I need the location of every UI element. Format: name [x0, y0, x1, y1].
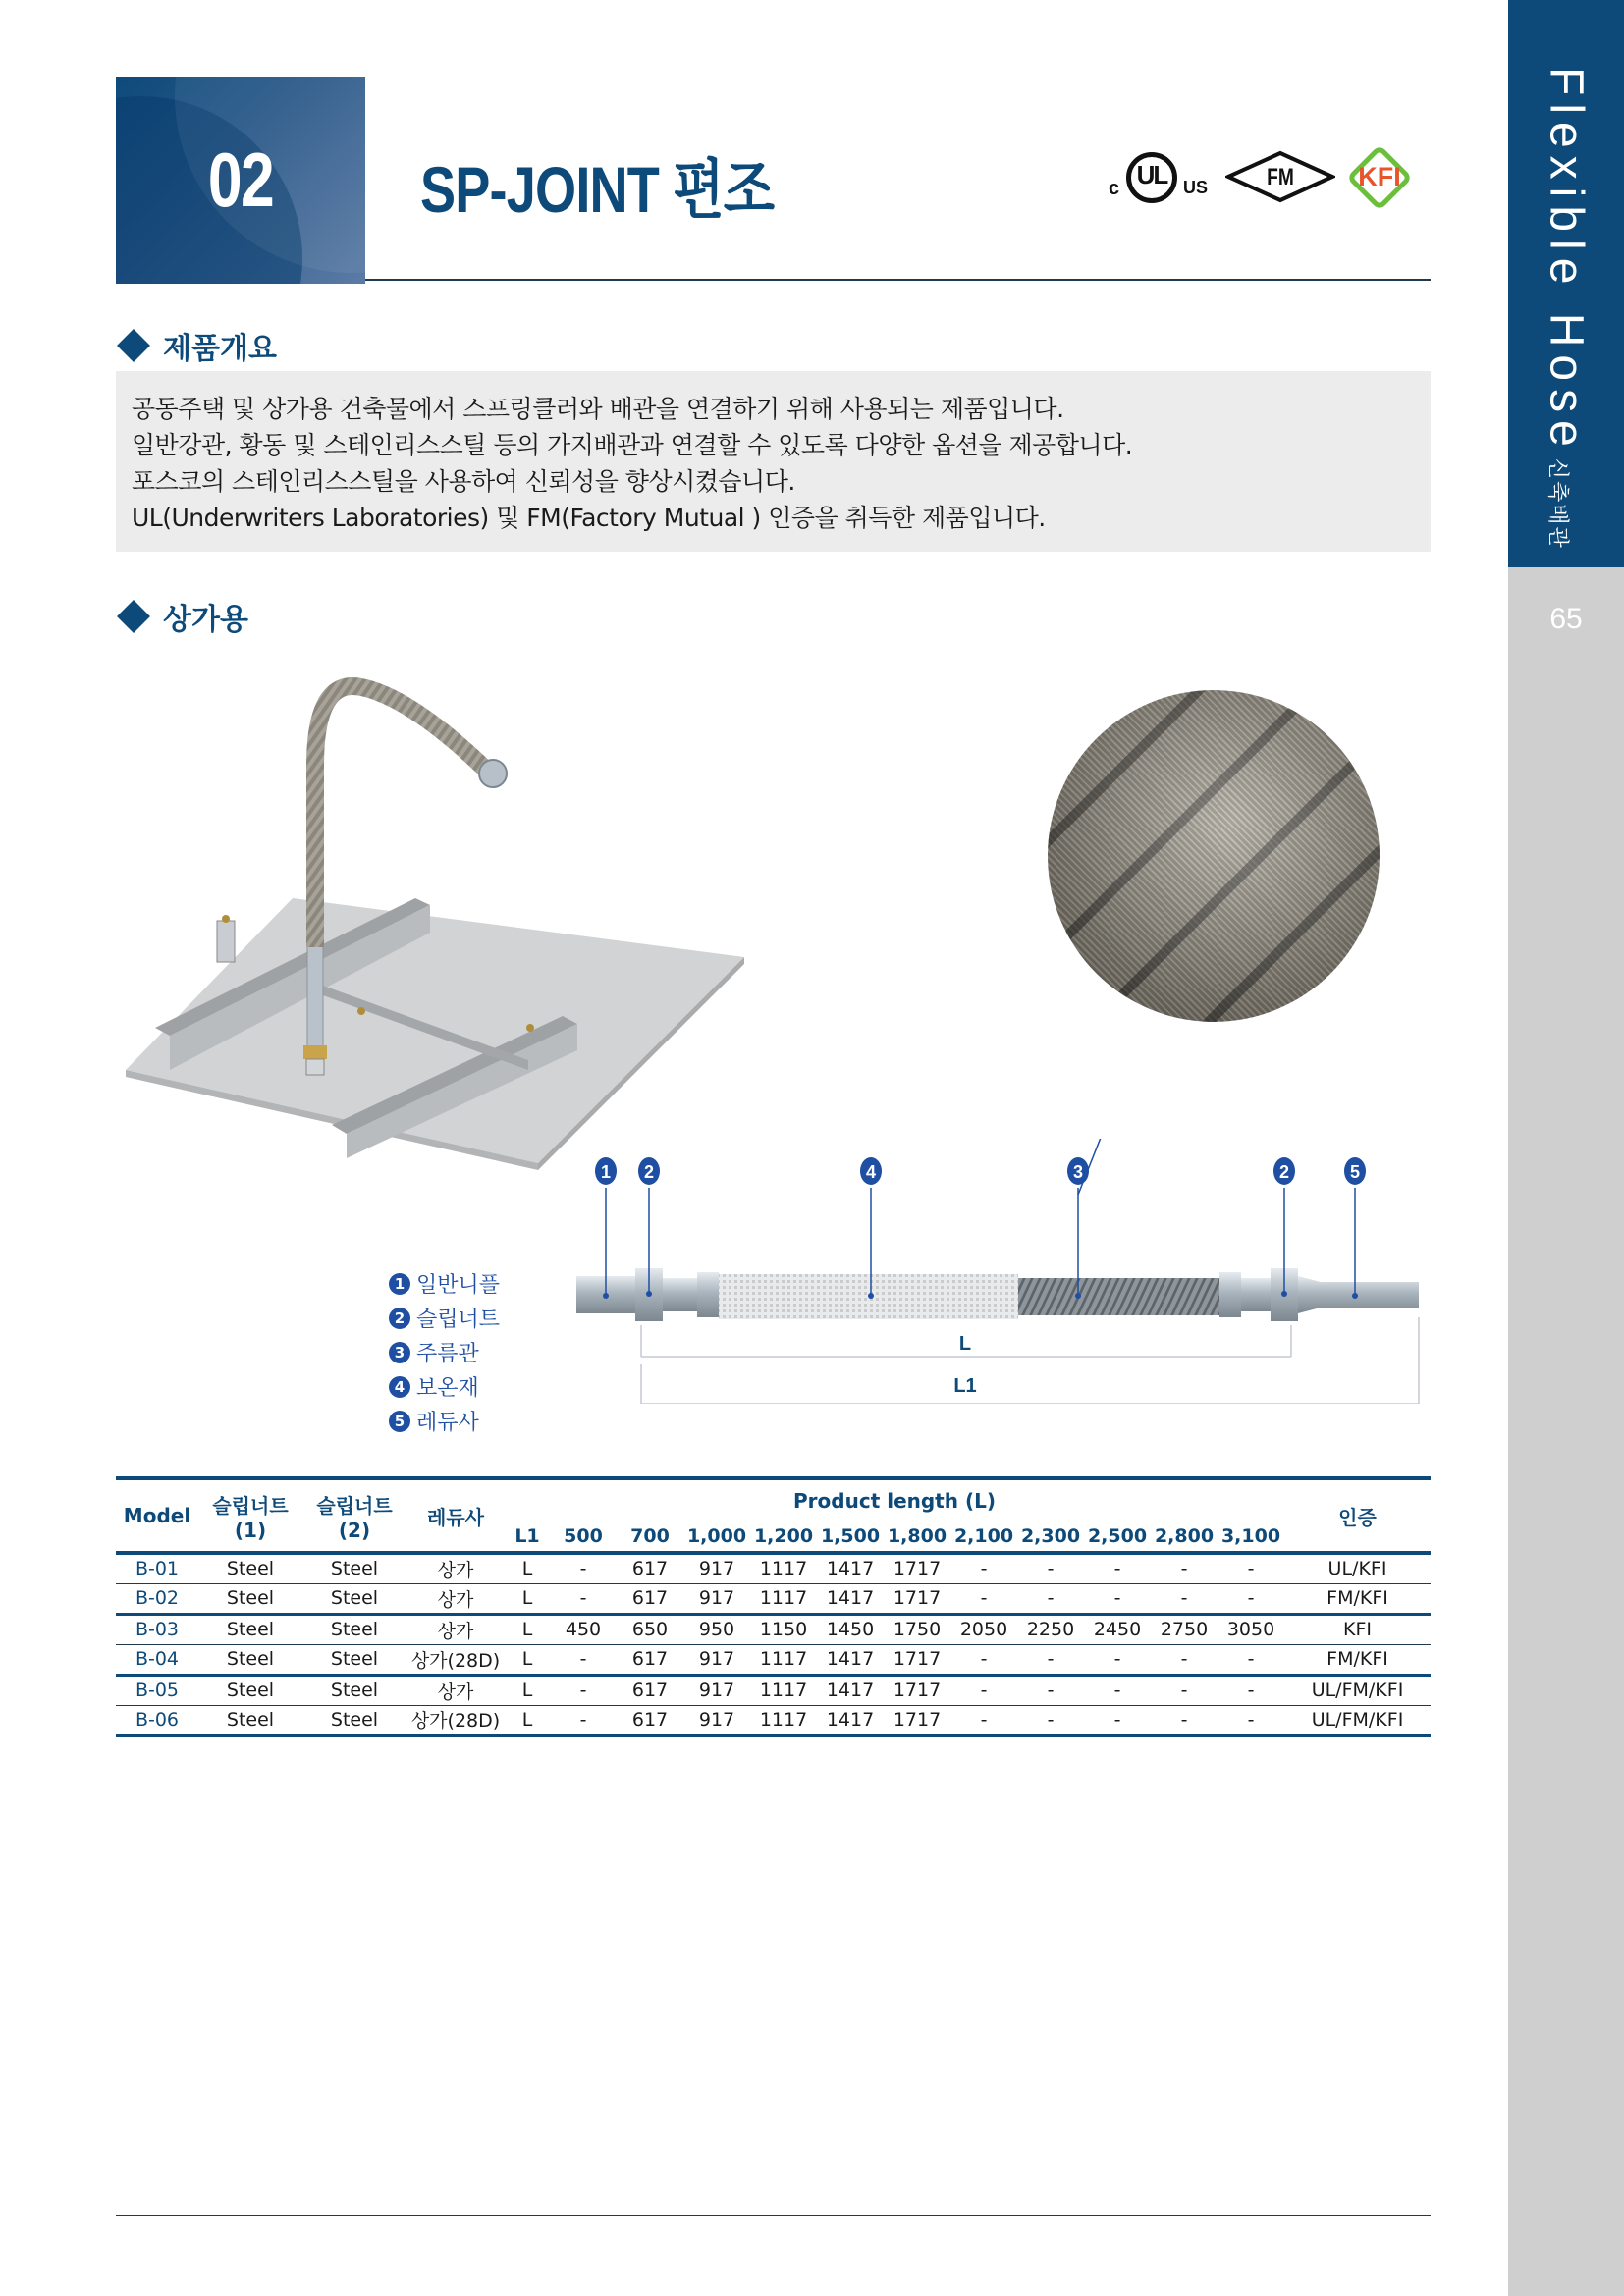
cell-length: -	[1218, 1583, 1284, 1614]
dimension-L1-label: L1	[953, 1375, 977, 1397]
cell-length: -	[1151, 1583, 1218, 1614]
legend-label: 레듀사	[416, 1411, 479, 1435]
callout-number: 5	[1349, 1162, 1361, 1182]
number-badge: 5	[389, 1411, 410, 1432]
certification-logos	[1105, 142, 1419, 211]
cell-model: B-05	[116, 1675, 198, 1705]
sidebar-gray-band	[1508, 567, 1624, 2296]
footer-divider	[116, 2215, 1431, 2216]
ul-mark: UL	[1136, 160, 1167, 189]
cell-length: -	[1151, 1675, 1218, 1705]
cell-length: 1417	[817, 1553, 884, 1583]
cell-length: 1117	[750, 1705, 817, 1735]
cell-length: -	[950, 1705, 1017, 1735]
cell-slip-nut-2: Steel	[302, 1705, 406, 1735]
cell-length: -	[1218, 1644, 1284, 1675]
cell-length: -	[1084, 1705, 1151, 1735]
cell-length: 2750	[1151, 1614, 1218, 1644]
cell-certification: UL/FM/KFI	[1284, 1675, 1431, 1705]
cell-length: L	[505, 1553, 550, 1583]
overview-line: 포스코의 스테인리스스틸을 사용하여 신뢰성을 향상시켰습니다.	[132, 467, 795, 496]
ul-prefix: c	[1109, 178, 1120, 199]
header-model: Model	[116, 1478, 198, 1553]
header-length-col: L1	[505, 1522, 550, 1553]
overview-box	[116, 371, 1431, 552]
cell-length: -	[1017, 1644, 1084, 1675]
connector-left	[663, 1278, 697, 1311]
cell-model: B-03	[116, 1614, 198, 1644]
connector-right	[1241, 1278, 1271, 1311]
cell-length: -	[1218, 1705, 1284, 1735]
cell-length: -	[1084, 1583, 1151, 1614]
callout-number: 1	[600, 1162, 612, 1182]
page-number: 65	[1549, 603, 1583, 635]
cell-length: 1417	[817, 1644, 884, 1675]
cell-reducer: 상가	[406, 1675, 505, 1705]
cell-length: 617	[617, 1583, 683, 1614]
cell-length: 1717	[884, 1705, 950, 1735]
cell-reducer: 상가	[406, 1614, 505, 1644]
cell-certification: UL/FM/KFI	[1284, 1705, 1431, 1735]
cell-length: -	[1017, 1553, 1084, 1583]
overview-line: 공동주택 및 상가용 건축물에서 스프링클러와 배관을 연결하기 위해 사용되는 제품입니다.	[132, 395, 1064, 423]
cell-model: B-01	[116, 1553, 198, 1583]
cell-length: 917	[683, 1675, 750, 1705]
cell-slip-nut-1: Steel	[198, 1553, 302, 1583]
cell-length: 650	[617, 1614, 683, 1644]
cell-length: L	[505, 1614, 550, 1644]
header-length-col: 2,300	[1017, 1522, 1084, 1553]
cell-length: 617	[617, 1644, 683, 1675]
sidebar-category-ko: 신축배관	[1545, 457, 1571, 550]
cell-length: 950	[683, 1614, 750, 1644]
table-row	[116, 1614, 1431, 1644]
header-length-col: 500	[550, 1522, 617, 1553]
header-length-col: 1,500	[817, 1522, 884, 1553]
number-badge: 4	[389, 1376, 410, 1398]
cell-length: -	[950, 1553, 1017, 1583]
overview-line: UL(Underwriters Laboratories) 및 FM(Factory Mutual ) 인증을 취득한 제품입니다.	[132, 504, 1046, 532]
cell-length: 1417	[817, 1675, 884, 1705]
cell-length: 1117	[750, 1644, 817, 1675]
cell-length: 450	[550, 1614, 617, 1644]
cell-length: L	[505, 1705, 550, 1735]
cell-length: 917	[683, 1644, 750, 1675]
ul-logo-icon	[1105, 142, 1213, 211]
reducer-part	[1298, 1276, 1419, 1313]
legend-label: 주름관	[416, 1342, 479, 1366]
callout-number: 3	[1072, 1162, 1084, 1182]
sidebar-category	[1540, 67, 1594, 550]
cell-slip-nut-2: Steel	[302, 1583, 406, 1614]
cell-length: -	[950, 1583, 1017, 1614]
cell-length: L	[505, 1583, 550, 1614]
legend-item	[389, 1266, 500, 1301]
hose-end-fitting	[479, 760, 507, 787]
installation-illustration	[116, 648, 764, 1178]
cell-length: 1750	[884, 1614, 950, 1644]
cell-length: -	[950, 1644, 1017, 1675]
callout-number: 2	[1278, 1162, 1290, 1182]
cell-slip-nut-1: Steel	[198, 1675, 302, 1705]
cell-reducer: 상가(28D)	[406, 1644, 505, 1675]
spec-table	[116, 1476, 1431, 1737]
table-row	[116, 1583, 1431, 1614]
sprinkler-drop	[303, 942, 327, 1075]
commercial-heading-label: 상가용	[163, 603, 248, 637]
kfi-mark: KFI	[1358, 162, 1401, 191]
cell-reducer: 상가	[406, 1583, 505, 1614]
overview-heading	[116, 324, 277, 367]
header-length-col: 2,800	[1151, 1522, 1218, 1553]
header-length-col: 2,100	[950, 1522, 1017, 1553]
cell-model: B-04	[116, 1644, 198, 1675]
cell-slip-nut-2: Steel	[302, 1644, 406, 1675]
cell-length: L	[505, 1644, 550, 1675]
cell-length: 617	[617, 1705, 683, 1735]
cell-length: 917	[683, 1583, 750, 1614]
parts-legend	[389, 1266, 500, 1438]
fm-mark: FM	[1267, 164, 1294, 190]
cell-length: -	[1151, 1553, 1218, 1583]
header-slip-nut-2: 슬립너트 (2)	[302, 1478, 406, 1553]
callout-number: 2	[643, 1162, 655, 1182]
cell-reducer: 상가	[406, 1553, 505, 1583]
legend-label: 슬립너트	[416, 1308, 501, 1332]
header-length-col: 2,500	[1084, 1522, 1151, 1553]
cell-length: 1117	[750, 1553, 817, 1583]
cell-length: -	[1017, 1705, 1084, 1735]
cell-length: 1117	[750, 1675, 817, 1705]
cell-length: 2050	[950, 1614, 1017, 1644]
header-length-col: 700	[617, 1522, 683, 1553]
cell-slip-nut-1: Steel	[198, 1644, 302, 1675]
cell-length: L	[505, 1675, 550, 1705]
cell-certification: UL/KFI	[1284, 1553, 1431, 1583]
cell-certification: KFI	[1284, 1614, 1431, 1644]
cell-length: -	[950, 1675, 1017, 1705]
header-certification: 인증	[1284, 1478, 1431, 1553]
cell-length: -	[1084, 1553, 1151, 1583]
header-length-col: 1,200	[750, 1522, 817, 1553]
header-length-col: 1,000	[683, 1522, 750, 1553]
cell-slip-nut-2: Steel	[302, 1675, 406, 1705]
cell-length: 1417	[817, 1705, 884, 1735]
sidebar-category-en: Flexible Hose	[1540, 67, 1593, 454]
cell-length: -	[1017, 1675, 1084, 1705]
kfi-logo-icon	[1344, 142, 1415, 213]
cell-slip-nut-1: Steel	[198, 1583, 302, 1614]
header-product-length: Product length (L)	[505, 1478, 1284, 1522]
legend-label: 일반니플	[416, 1273, 501, 1298]
number-badge: 3	[389, 1342, 410, 1363]
callout-dot	[1075, 1293, 1081, 1299]
corrugated-tube	[1018, 1278, 1219, 1315]
cell-length: 617	[617, 1553, 683, 1583]
callout-number: 4	[865, 1162, 877, 1182]
cell-certification: FM/KFI	[1284, 1583, 1431, 1614]
callout-dot	[603, 1293, 609, 1299]
cell-length: 2450	[1084, 1614, 1151, 1644]
cell-length: -	[550, 1675, 617, 1705]
legend-item	[389, 1335, 500, 1369]
dimension-L-label: L	[958, 1333, 972, 1355]
cell-length: -	[550, 1644, 617, 1675]
hose-diagram	[569, 1139, 1453, 1404]
cell-length: 917	[683, 1553, 750, 1583]
table-row	[116, 1675, 1431, 1705]
cell-length: 1717	[884, 1644, 950, 1675]
cell-slip-nut-2: Steel	[302, 1614, 406, 1644]
cell-length: 1117	[750, 1583, 817, 1614]
cell-length: 1717	[884, 1553, 950, 1583]
callout-dot	[1281, 1291, 1287, 1297]
diamond-bullet-icon	[117, 329, 150, 362]
cell-length: -	[1218, 1675, 1284, 1705]
legend-item	[389, 1369, 500, 1404]
cell-model: B-02	[116, 1583, 198, 1614]
dimension-L1	[641, 1317, 1419, 1404]
header-divider	[365, 279, 1431, 281]
cell-length: 1717	[884, 1583, 950, 1614]
section-number-block	[116, 77, 365, 284]
cell-length: -	[1084, 1675, 1151, 1705]
cell-length: -	[1151, 1705, 1218, 1735]
cell-length: -	[1218, 1553, 1284, 1583]
braid-closeup-image	[1048, 690, 1380, 1022]
cell-certification: FM/KFI	[1284, 1644, 1431, 1675]
section-number: 02	[207, 136, 274, 223]
ferrule-right	[1219, 1272, 1241, 1317]
callout-dot	[868, 1293, 874, 1299]
header-reducer: 레듀사	[406, 1478, 505, 1553]
page-title: SP-JOINT 편조	[420, 153, 775, 226]
header-length-col: 3,100	[1218, 1522, 1284, 1553]
commercial-heading	[116, 595, 248, 638]
cell-slip-nut-1: Steel	[198, 1705, 302, 1735]
table-row	[116, 1553, 1431, 1583]
cell-length: 917	[683, 1705, 750, 1735]
ferrule-left	[697, 1272, 719, 1317]
legend-item	[389, 1301, 500, 1335]
cell-length: 1450	[817, 1614, 884, 1644]
cell-length: 1717	[884, 1675, 950, 1705]
cell-length: -	[550, 1553, 617, 1583]
cell-length: -	[1084, 1644, 1151, 1675]
cell-length: 1150	[750, 1614, 817, 1644]
legend-label: 보온재	[416, 1376, 479, 1401]
cell-length: -	[1151, 1644, 1218, 1675]
table-row	[116, 1644, 1431, 1675]
cell-length: 1417	[817, 1583, 884, 1614]
cell-length: 2250	[1017, 1614, 1084, 1644]
cell-length: -	[550, 1583, 617, 1614]
overview-heading-label: 제품개요	[163, 332, 277, 366]
diamond-bullet-icon	[117, 600, 150, 633]
number-badge: 2	[389, 1308, 410, 1329]
cell-length: 617	[617, 1675, 683, 1705]
cell-slip-nut-2: Steel	[302, 1553, 406, 1583]
cell-slip-nut-1: Steel	[198, 1614, 302, 1644]
header-slip-nut-1: 슬립너트 (1)	[198, 1478, 302, 1553]
cell-model: B-06	[116, 1705, 198, 1735]
table-row	[116, 1705, 1431, 1735]
legend-item	[389, 1404, 500, 1438]
cell-length: 3050	[1218, 1614, 1284, 1644]
ul-suffix: US	[1183, 178, 1209, 197]
number-badge: 1	[389, 1273, 410, 1295]
header-length-col: 1,800	[884, 1522, 950, 1553]
cell-reducer: 상가(28D)	[406, 1705, 505, 1735]
fm-logo-icon	[1225, 150, 1335, 203]
cell-length: -	[550, 1705, 617, 1735]
callout-dot	[646, 1291, 652, 1297]
callout-dot	[1352, 1293, 1358, 1299]
cell-length: -	[1017, 1583, 1084, 1614]
braid-leader-line	[1078, 1139, 1159, 1195]
overview-line: 일반강관, 황동 및 스테인리스스틸 등의 가지배관과 연결할 수 있도록 다양한 옵션을 제공합니다.	[132, 431, 1133, 459]
